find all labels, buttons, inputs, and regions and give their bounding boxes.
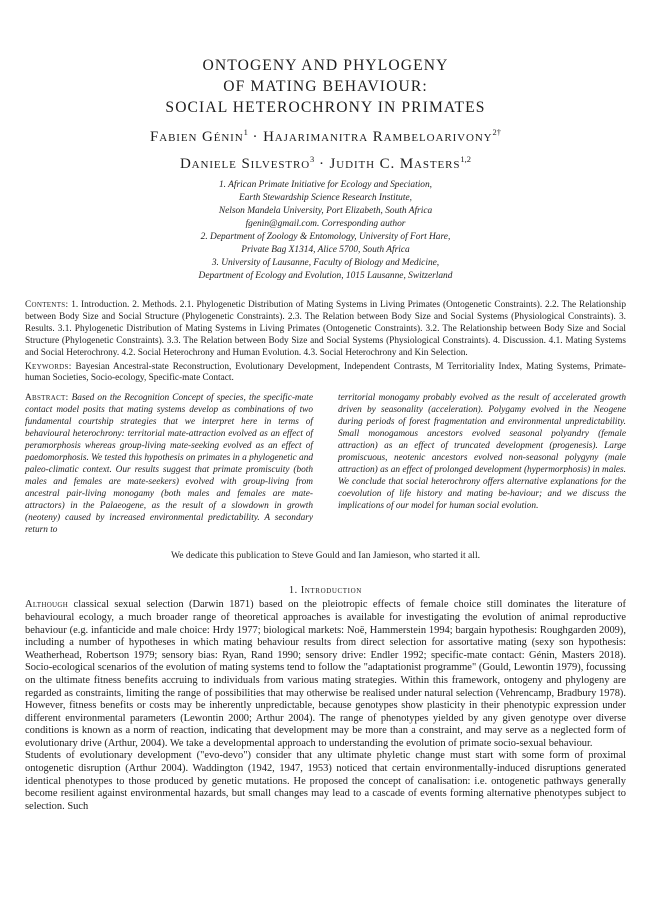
paper-title bbox=[25, 55, 626, 118]
author-name: Hajarimanitra Rambeloarivony bbox=[263, 129, 493, 145]
keywords-label: Keywords: bbox=[25, 361, 72, 372]
title-line-3: SOCIAL HETEROCHRONY IN PRIMATES bbox=[165, 99, 486, 116]
affiliation-line: 1. African Primate Initiative for Ecology and Speciation, bbox=[218, 180, 433, 190]
title-line-1: ONTOGENY AND PHYLOGENY bbox=[202, 57, 449, 74]
dedication: We dedicate this publication to Steve Gould and Ian Jamieson, who started it all. bbox=[170, 550, 481, 562]
paragraph-text: classical sexual selection (Darwin 1871) based on the pleiotropic effects of female choice still dominates the literature of behavioural ecology, a much broader range of theoretical approaches is available for investigating the evolution of animal reproductive behaviour (e.g. infanticide and male choice: Hrdy 1977; biological markets: Noë, Hammerstein 1994; bargain hypothesis: Roughgarden 2009), including a number of hypotheses in which mating behaviour results from direct selection for assortative mating (sexy son hypothesis: Weatherhead, Robertson 1979; sensory bias: Ryan, Rand 1990; sensory drive: Endler 1992; specific-mate contact: Génin, Masters 2018). Socio-ecological scenarios of the evolution of mating systems tend to follow the "adaptationist programme" (Gould, Lewontin 1979), focussing on the ultimate fitness benefits accruing to individuals from various mating strategies. Within this framework, ontogeny and phylogeny are regarded as constraints, limiting the range of possibilities that may otherwise be realised under natural selection (Vehrencamp, Bradbury 1978). However, fitness benefits or costs may be inherently unpredictable, because genotypes show plasticity in their phenotypic expression under different environmental parameters (Lewontin 2000; Arthur 2004). The range of phenotypes yielded by any given genotype over diverse conditions is known as a norm of reaction, indicating that development may be more than a constraint, and may serve as a neglected form of evolutionary drive (Arthur, 2004). We take a developmental approach to understanding the evolution of primate socio-sexual behaviour. bbox=[25, 599, 626, 749]
author-list bbox=[25, 121, 626, 175]
author-affil-mark: 2† bbox=[492, 127, 502, 137]
contents-text: 1. Introduction. 2. Methods. 2.1. Phylogenetic Distribution of Mating Systems in Living Primates (Ontogenetic Constraints). 2.2. The Relationship between Body Size and Social Structure (Phylogenetic Constraints). 2.3. The Relation between Body Size and Social Systems (Physiological Constraints). 3. Results. 3.1. Phylogenetic Distribution of Mating Systems in Living Primates (Ontogenetic Constraints). 3.2. The Relationship between Body Size and Social Structure (Phylogenetic Constraints). 3.3. The Relation between Body Size and Social Systems (Physiological Constraints). 4. Discussion. 4.1. Mating Systems and Social Heterochrony. 4.2. Social Heterochrony and Human Evolution. 4.3. Social Heterochrony and Kin Selection. bbox=[25, 300, 626, 358]
abstract-text-right: territorial monogamy probably evolved as the result of accelerated growth driven by seasonality (acceleration). Polygamy evolved in the Neogene during periods of forest fragmentation and environmental unpredictability. Small monogamous ancestors evolved seasonal polyandry (female attraction) as an effect of truncated development (progenesis). Large promiscuous, neotenic ancestors evolved non-seasonal polygyny (male attraction) as an effect of prolonged development (hypermorphosis) in males. We conclude that social heterochrony offers alternative explanations for the coevolution of life history and mating be-haviour; and we discuss the implications of our model for human social evolution. bbox=[338, 393, 626, 512]
keywords bbox=[25, 362, 626, 386]
author-affil-mark: 3 bbox=[310, 154, 315, 164]
affiliation-line: 2. Department of Zoology & Entomology, University of Fort Hare, bbox=[200, 232, 451, 242]
title-line-2: OF MATING BEHAVIOUR: bbox=[223, 78, 428, 95]
author-separator: · bbox=[252, 129, 259, 145]
author-separator: · bbox=[318, 156, 325, 172]
author-name: Daniele Silvestro bbox=[179, 156, 311, 172]
author-name: Fabien Génin bbox=[149, 129, 244, 145]
affiliations bbox=[25, 179, 626, 283]
affiliation-line: Department of Ecology and Evolution, 1015 Lausanne, Switzerland bbox=[198, 271, 453, 281]
abstract bbox=[25, 392, 626, 536]
abstract-column-left bbox=[25, 392, 313, 536]
section-heading: 1. Introduction bbox=[289, 585, 362, 597]
paragraph bbox=[25, 599, 626, 750]
abstract-column-right bbox=[338, 392, 626, 536]
author-affil-mark: 1,2 bbox=[460, 154, 472, 164]
section-body bbox=[25, 599, 626, 813]
abstract-text-left: Based on the Recognition Concept of species, the specific-mate contact model posits that mating systems develop as combinations of two fundamental courtship strategies that we interpret here in terms of behavioural heterochrony: territorial mate-attraction evolved as an effect of peramorphosis whereas group-living mate-seeking evolved as an effect of paedomorphosis. We tested this hypothesis on primates in a phylogenetic and paleo-climatic context. Our results suggest that primate promiscuity (both males and females are mate-seekers) evolved with group-living from ancestral pair-living monogamy (both males and females are mate-attractors) in the Palaeogene, as the result of a slowdown in growth (neoteny) caused by increased environmental predictability. A secondary return to bbox=[25, 393, 313, 536]
affiliation-line: Earth Stewardship Science Research Institute, bbox=[239, 193, 412, 203]
affiliation-line: Private Bag X1314, Alice 5700, South Africa bbox=[241, 245, 410, 255]
paragraph-lead-word: Although bbox=[25, 599, 69, 611]
paragraph: Students of evolutionary development ("evo-devo") consider that any ultimate phyletic change must start with some form of proximal ontogenetic disruption (Arthur 2004). Waddington (1942, 1947, 1953) noticed that certain environmentally-induced disruptions generated identical phenotypes to those produced by genetic mutations. He proposed the concept of canalisation: i.e. ontogenetic pathways generally become resilient against environmental hazards, but small changes may lead to a cascade of events forming alternative phenotypes subject to selection. Such bbox=[25, 750, 626, 812]
table-of-contents bbox=[25, 300, 626, 360]
abstract-label: Abstract: bbox=[25, 393, 69, 404]
author-line-2 bbox=[25, 148, 626, 175]
author-affil-mark: 1 bbox=[243, 127, 248, 137]
author-line-1 bbox=[25, 121, 626, 148]
author-name: Judith C. Masters bbox=[329, 156, 461, 172]
affiliation-line: Nelson Mandela University, Port Elizabeth, South Africa bbox=[218, 206, 433, 216]
affiliation-line: fgenin@gmail.com. Corresponding author bbox=[245, 219, 406, 229]
contents-label: Contents: bbox=[25, 300, 69, 310]
keywords-text: Bayesian Ancestral-state Reconstruction, Evolutionary Development, Independent Contrasts, M Territoriality Index, Mating Systems, Primate-human Societies, Socio-ecology, Specific-mate Contact. bbox=[25, 361, 626, 384]
affiliation-line: 3. University of Lausanne, Faculty of Biology and Medicine, bbox=[211, 258, 440, 268]
